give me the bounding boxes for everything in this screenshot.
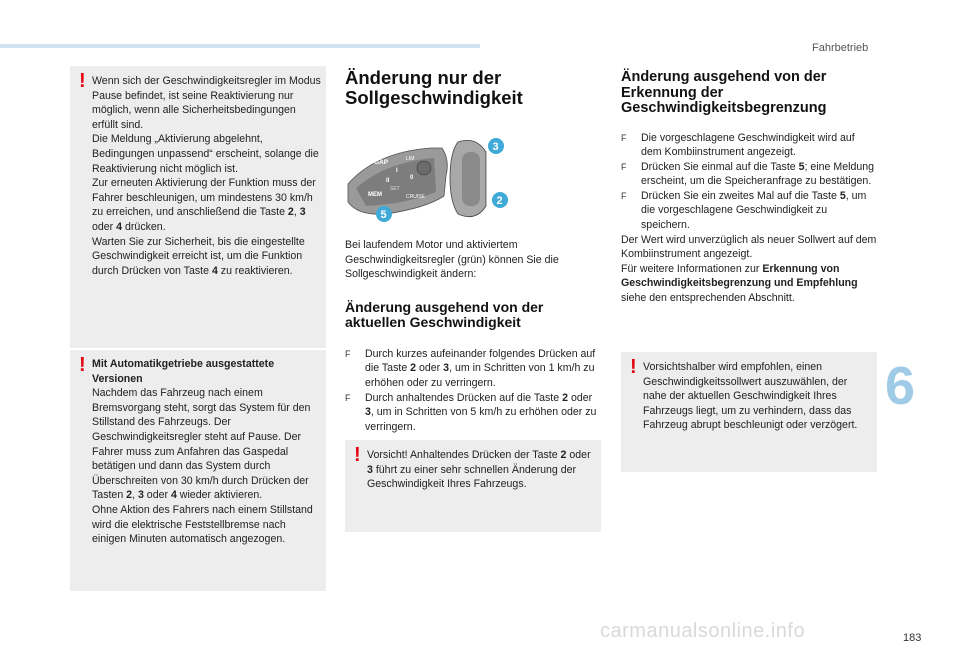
list-item: F Durch kurzes aufeinander folgendes Drücken auf die Taste 2 oder 3, um in Schritten von 1 km/h zu erhöhen oder zu verringern. bbox=[345, 347, 596, 389]
body-text: Für weitere Informationen zur Erkennung von Geschwindigkeitsbegrenzung und Empfehlung siehe den entsprechenden Abschnitt. bbox=[621, 262, 858, 305]
list-item: F Drücken Sie einmal auf die Taste 5; eine Meldung erscheint, um die Speicheranfrage zu bestätigen. bbox=[621, 160, 875, 188]
watermark: carmanualsonline.info bbox=[600, 620, 806, 642]
subheading-current-speed: Änderung ausgehend von der aktuellen Geschwindigkeit bbox=[345, 298, 544, 331]
label-one: I bbox=[396, 168, 398, 174]
list-item: F Durch anhaltendes Drücken auf die Taste 2 oder 3, um in Schritten von 5 km/h zu erhöhen oder zu verringern. bbox=[345, 391, 597, 433]
warning-text: Ohne Aktion des Fahrers nach einem Stillstand wird die elektrische Feststellbremse nach einigen Minuten automatisch angezogen. bbox=[92, 503, 313, 546]
warning-title: Mit Automatikgetriebe ausgestattete Versionen bbox=[92, 358, 275, 385]
right-column bbox=[621, 70, 877, 306]
warning-icon: ! bbox=[79, 70, 86, 92]
body-text: Der Wert wird unverzüglich als neuer Sollwert auf dem Kombiinstrument angezeigt. bbox=[621, 233, 877, 261]
bullet-list bbox=[621, 131, 877, 233]
label-cruise: CRUISE bbox=[406, 194, 425, 200]
page-number: 183 bbox=[903, 632, 922, 644]
warning-text: Die Meldung „Aktivierung abgelehnt, Bedingungen unpassend“ erscheint, solange die Reaktivierung nicht möglich ist. bbox=[92, 133, 319, 175]
label-two: II bbox=[386, 178, 390, 184]
list-item: F Die vorgeschlagene Geschwindigkeit wird auf dem Kombiinstrument angezeigt. bbox=[621, 131, 855, 159]
warning-box-fast-change bbox=[345, 440, 601, 532]
label-set: SET bbox=[390, 186, 400, 192]
middle-heading-block bbox=[345, 68, 585, 108]
warning-box-pause bbox=[70, 66, 326, 348]
label-gap: GAP bbox=[374, 159, 389, 166]
header-bar bbox=[0, 44, 480, 48]
chapter-number: 6 bbox=[885, 356, 916, 416]
warning-text: Vorsicht! Anhaltendes Drücken der Taste 2 oder 3 führt zu einer sehr schnellen Änderung der Geschwindigkeit Ihres Fahrzeugs. bbox=[367, 449, 591, 491]
warning-text: Wenn sich der Geschwindigkeitsregler im Modus Pause befindet, ist seine Reaktivierung nur möglich, wenn alle Sicherheitsbedingungen erfüllt sind. bbox=[92, 75, 321, 131]
label-mem: MEM bbox=[368, 192, 382, 198]
label-lim: LIM bbox=[406, 156, 415, 162]
label-zero: 0 bbox=[410, 175, 414, 181]
warning-box-automatic bbox=[70, 350, 326, 591]
heading-target-speed: Änderung nur der Sollgeschwindigkeit bbox=[345, 67, 523, 108]
warning-icon: ! bbox=[79, 354, 86, 376]
warning-icon: ! bbox=[354, 444, 361, 466]
bullet-list bbox=[345, 347, 597, 435]
callout-2: 2 bbox=[496, 195, 503, 207]
callout-5: 5 bbox=[380, 209, 387, 221]
section-title: Fahrbetrieb bbox=[812, 42, 869, 54]
warning-text: Warten Sie zur Sicherheit, bis die eingestellte Geschwindigkeit erreicht ist, um die Funktion durch Drücken von Taste 4 zu reaktivieren. bbox=[92, 235, 305, 277]
warning-text: Vorsichtshalber wird empfohlen, einen Geschwindigkeitssollwert auszuwählen, der nahe der aktuellen Geschwindigkeit Ihres Fahrzeugs liegt, um zu verhindern, dass das Fahrzeug abrupt beschleunigt oder verzögert. bbox=[643, 361, 858, 432]
heading-speed-limit-recognition: Änderung ausgehend von der Erkennung der Geschwindigkeitsbegrenzung bbox=[621, 69, 827, 116]
warning-text: Zur erneuten Aktivierung der Funktion muss der Fahrer beschleunigen, um mindestens 30 km/h zu erreichen, und anschließend die Taste 2, 3 oder 4 drücken. bbox=[92, 177, 316, 233]
middle-body bbox=[345, 238, 597, 434]
steering-stalk-illustration bbox=[346, 132, 516, 224]
list-item: F Drücken Sie ein zweites Mal auf die Taste 5, um die vorgeschlagene Geschwindigkeit zu speichern. bbox=[621, 189, 867, 232]
callout-3: 3 bbox=[492, 141, 499, 153]
intro-text: Bei laufendem Motor und aktiviertem Geschwindigkeitsregler (grün) können Sie die Sollgeschwindigkeit ändern: bbox=[345, 239, 559, 281]
warning-text: Nachdem das Fahrzeug nach einem Bremsvorgang steht, sorgt das System für den Stillstand des Fahrzeugs. Der Geschwindigkeitsregler steht auf Pause. Der Fahrer muss zum Anfahren das Gaspedal betätigen und dann das System durch Überschreiten von 30 km/h durch Drücken der Tasten 2, 3 oder 4 wieder aktivieren. bbox=[92, 387, 311, 502]
warning-box-recommendation bbox=[621, 352, 877, 472]
warning-icon: ! bbox=[630, 356, 637, 378]
